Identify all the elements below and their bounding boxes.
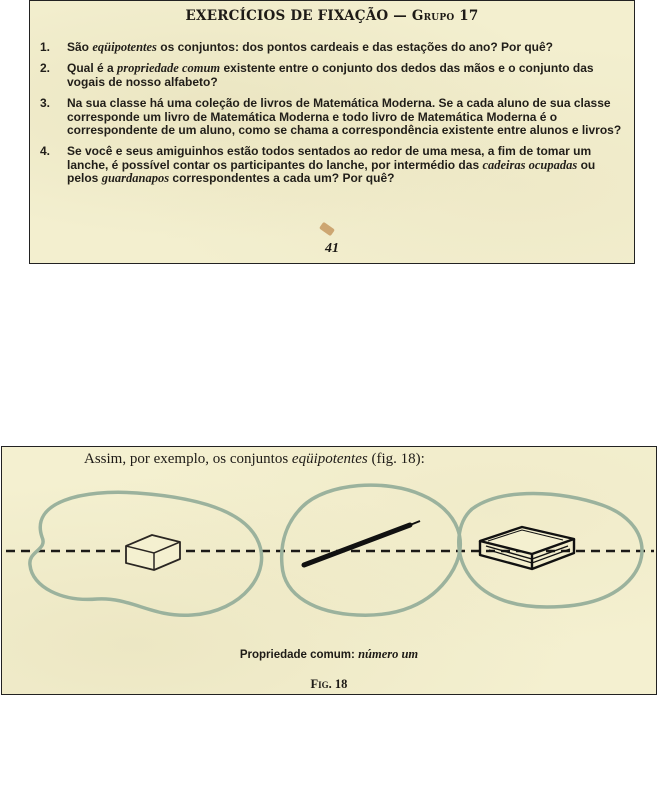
figure-label-text: Fig. 18 [310,677,348,691]
property-label: Propriedade comum: [239,649,359,661]
paper-stain [319,222,335,237]
exercises-title [30,8,634,24]
exercise-item-3 [40,97,626,137]
exercise-item-1 [40,41,626,54]
common-property-caption [2,647,656,662]
exercise-text: ou pelos [67,157,596,186]
exercise-emphasis: cadeiras ocupadas [482,157,578,172]
exercise-list [40,41,626,194]
exercise-text: Qual é a [67,61,118,76]
property-value: número um [358,647,419,661]
exercises-panel [29,0,635,264]
exercise-text: os conjuntos: dos pontos cardeais e das estações do ano? Por quê? [156,40,554,54]
title-group: Grupo 17 [411,8,479,24]
exercise-text: Na sua classe há uma coleção de livros de Matemática Moderna. Se a cada aluno de sua classe corresponde um livro de Matemática Moderna e todo livro de Matemática Moderna é o correspondente de um aluno, como se chama a correspondência existente entre alunos e livros? [67,96,622,138]
exercise-number: 3. [40,96,51,111]
exercise-number: 2. [40,61,51,76]
figure-panel [1,446,657,695]
exercise-emphasis: guardanapos [101,171,170,186]
eraser-icon [126,535,180,570]
intro-text: Assim, por exemplo, os conjuntos [84,451,292,467]
figure-label [2,677,656,692]
exercise-text: correspondentes a cada um? Por quê? [169,171,395,186]
exercise-item-4 [40,145,626,185]
exercise-number: 4. [40,144,51,159]
exercise-item-2 [40,62,626,89]
intro-emphasis: eqüipotentes [291,451,368,467]
page-number: 41 [325,241,339,256]
book-icon [480,527,574,569]
exercise-text: Se você e seus amiguinhos estão todos sentados ao redor de uma mesa, a fim de tomar um lanche, é possível contar os participantes do lanche, por intermédio das [67,144,592,172]
exercise-emphasis: propriedade comum [117,61,221,76]
exercise-number: 1. [40,40,51,54]
intro-text: (fig. 18): [367,451,425,467]
exercise-text: São [67,40,93,54]
exercise-text: existente entre o conjunto dos dedos das mãos e o conjunto das vogais de nosso alfabeto? [67,61,594,89]
pencil-icon [304,521,420,565]
exercise-emphasis: eqüipotentes [92,40,157,54]
title-main: EXERCÍCIOS DE FIXAÇÃO — [185,8,412,24]
